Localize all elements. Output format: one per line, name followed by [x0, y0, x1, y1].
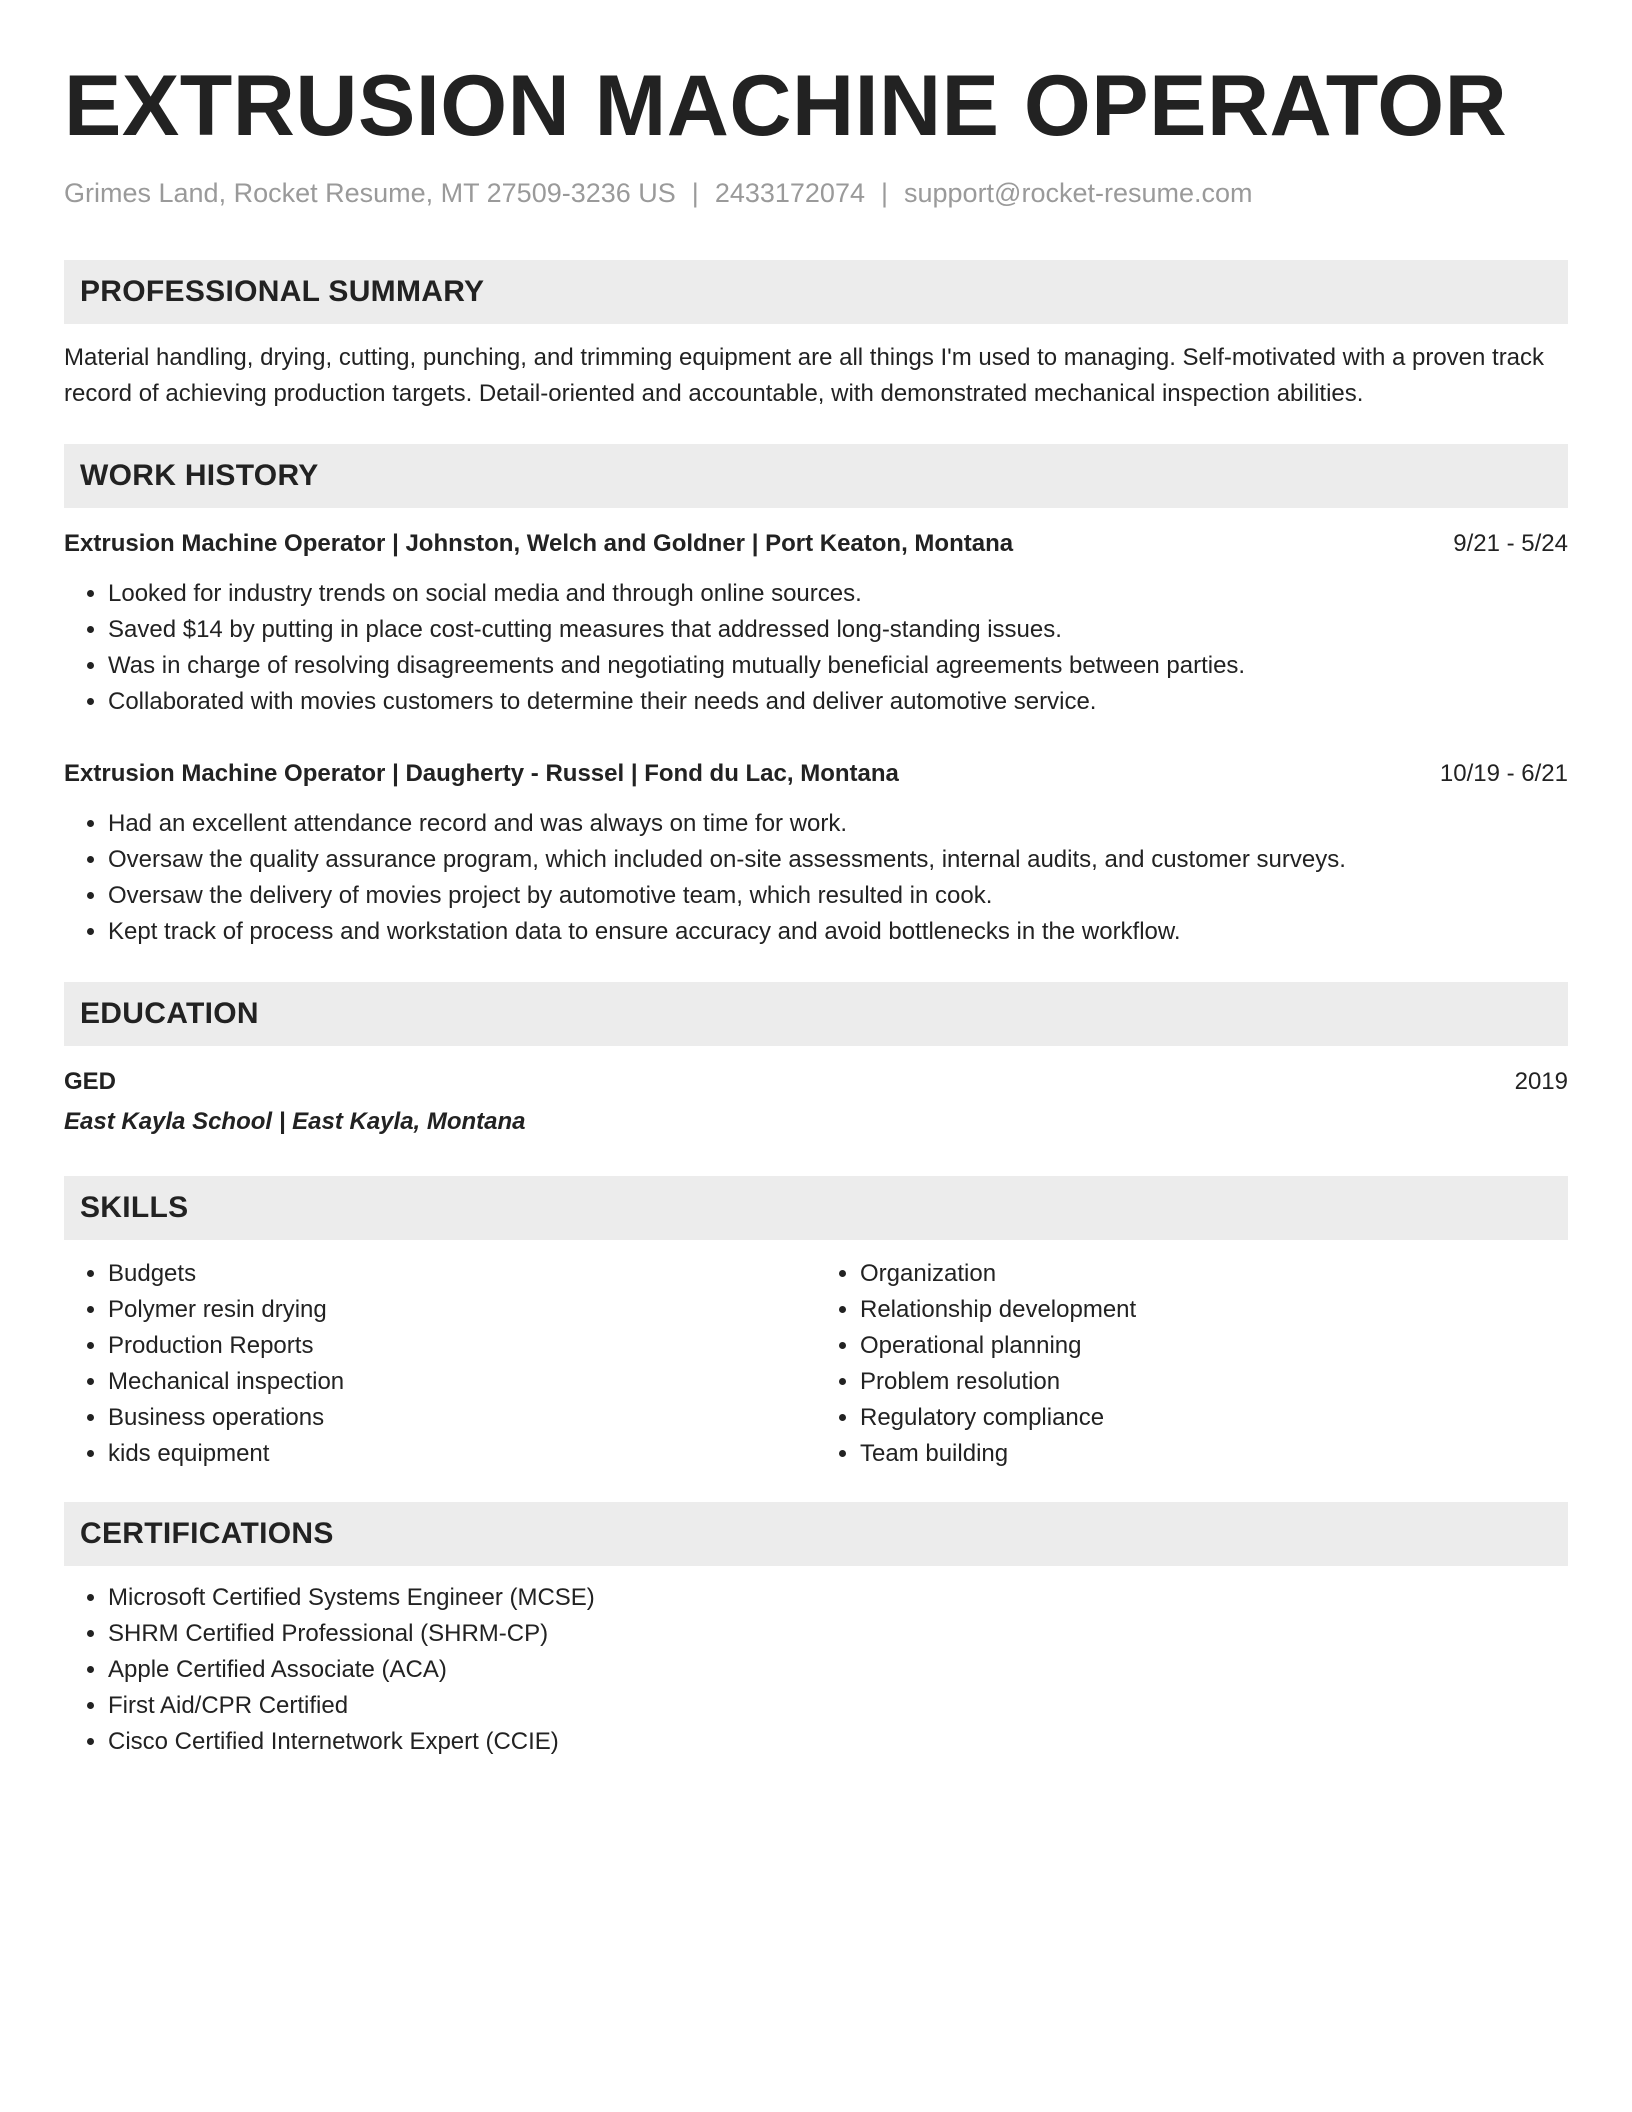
section-heading-summary: PROFESSIONAL SUMMARY: [64, 260, 1568, 324]
job-bullet: • Oversaw the quality assurance program, which included on-site assessments, internal audits, and customer surveys.: [108, 842, 1568, 878]
section-heading-work-history: WORK HISTORY: [64, 444, 1568, 508]
section-heading-skills: SKILLS: [64, 1176, 1568, 1240]
job-title: Extrusion Machine Operator | Daugherty - Russel | Fond du Lac, Montana: [64, 760, 899, 787]
skill-item: • Relationship development: [860, 1292, 1568, 1328]
job-bullet: • Was in charge of resolving disagreements and negotiating mutually beneficial agreements between parties.: [108, 648, 1568, 684]
contact-line: [64, 176, 1568, 210]
education-entry: [64, 1064, 1568, 1100]
skill-item: • Polymer resin drying: [108, 1292, 816, 1328]
contact-separator: |: [880, 178, 888, 208]
certification-item: • Microsoft Certified Systems Engineer (MCSE): [108, 1580, 1568, 1616]
skills-column-left: [64, 1256, 816, 1472]
job-entry: [64, 526, 1568, 720]
section-heading-certifications: CERTIFICATIONS: [64, 1502, 1568, 1566]
job-bullet: • Oversaw the delivery of movies project by automotive team, which resulted in cook.: [108, 878, 1568, 914]
education-degree: GED: [64, 1068, 117, 1095]
job-header: [64, 526, 1568, 562]
certification-item: • Apple Certified Associate (ACA): [108, 1652, 1568, 1688]
certification-item: • Cisco Certified Internetwork Expert (CCIE): [108, 1724, 1568, 1760]
job-bullet: • Had an excellent attendance record and was always on time for work.: [108, 806, 1568, 842]
job-bullet: • Looked for industry trends on social media and through online sources.: [108, 576, 1568, 612]
resume-name: EXTRUSION MACHINE OPERATOR: [64, 58, 1508, 154]
job-bullet: • Saved $14 by putting in place cost-cutting measures that addressed long-standing issues.: [108, 612, 1568, 648]
certifications-list: [64, 1580, 1568, 1760]
skill-item: • Mechanical inspection: [108, 1364, 816, 1400]
skill-item: • Regulatory compliance: [860, 1400, 1568, 1436]
skill-item: • Problem resolution: [860, 1364, 1568, 1400]
job-bullets: [64, 576, 1568, 720]
job-bullets: [64, 806, 1568, 950]
job-header: [64, 756, 1568, 792]
skill-item: • Team building: [860, 1436, 1568, 1472]
skill-item: • Operational planning: [860, 1328, 1568, 1364]
job-bullet: • Kept track of process and workstation data to ensure accuracy and avoid bottlenecks in the workflow.: [108, 914, 1568, 950]
contact-separator: |: [691, 178, 699, 208]
education-school: East Kayla School | East Kayla, Montana: [64, 1108, 526, 1135]
skill-item: • Budgets: [108, 1256, 816, 1292]
contact-email: support@rocket-resume.com: [904, 178, 1253, 208]
skill-item: • Business operations: [108, 1400, 816, 1436]
contact-phone: 2433172074: [714, 178, 865, 208]
summary-text: Material handling, drying, cutting, punching, and trimming equipment are all things I'm used to managing. Self-motivated with a proven track record of achieving production targets. Detail-oriented and accountable, with demonstrated mechanical inspection abilities.: [64, 344, 1545, 407]
job-bullet: • Collaborated with movies customers to determine their needs and deliver automotive service.: [108, 684, 1568, 720]
certification-item: • SHRM Certified Professional (SHRM-CP): [108, 1616, 1568, 1652]
certification-item: • First Aid/CPR Certified: [108, 1688, 1568, 1724]
section-heading-education: EDUCATION: [64, 982, 1568, 1046]
education-year: 2019: [1514, 1068, 1568, 1095]
skills-column-right: [816, 1256, 1568, 1472]
job-dates: 9/21 - 5/24: [1453, 530, 1568, 557]
job-title: Extrusion Machine Operator | Johnston, Welch and Goldner | Port Keaton, Montana: [64, 530, 1014, 557]
skill-item: • Organization: [860, 1256, 1568, 1292]
job-entry: [64, 756, 1568, 950]
job-dates: 10/19 - 6/21: [1439, 760, 1568, 787]
skill-item: • Production Reports: [108, 1328, 816, 1364]
contact-address: Grimes Land, Rocket Resume, MT 27509-3236 US: [64, 178, 676, 208]
skills-grid: [64, 1256, 1568, 1472]
skill-item: • kids equipment: [108, 1436, 816, 1472]
